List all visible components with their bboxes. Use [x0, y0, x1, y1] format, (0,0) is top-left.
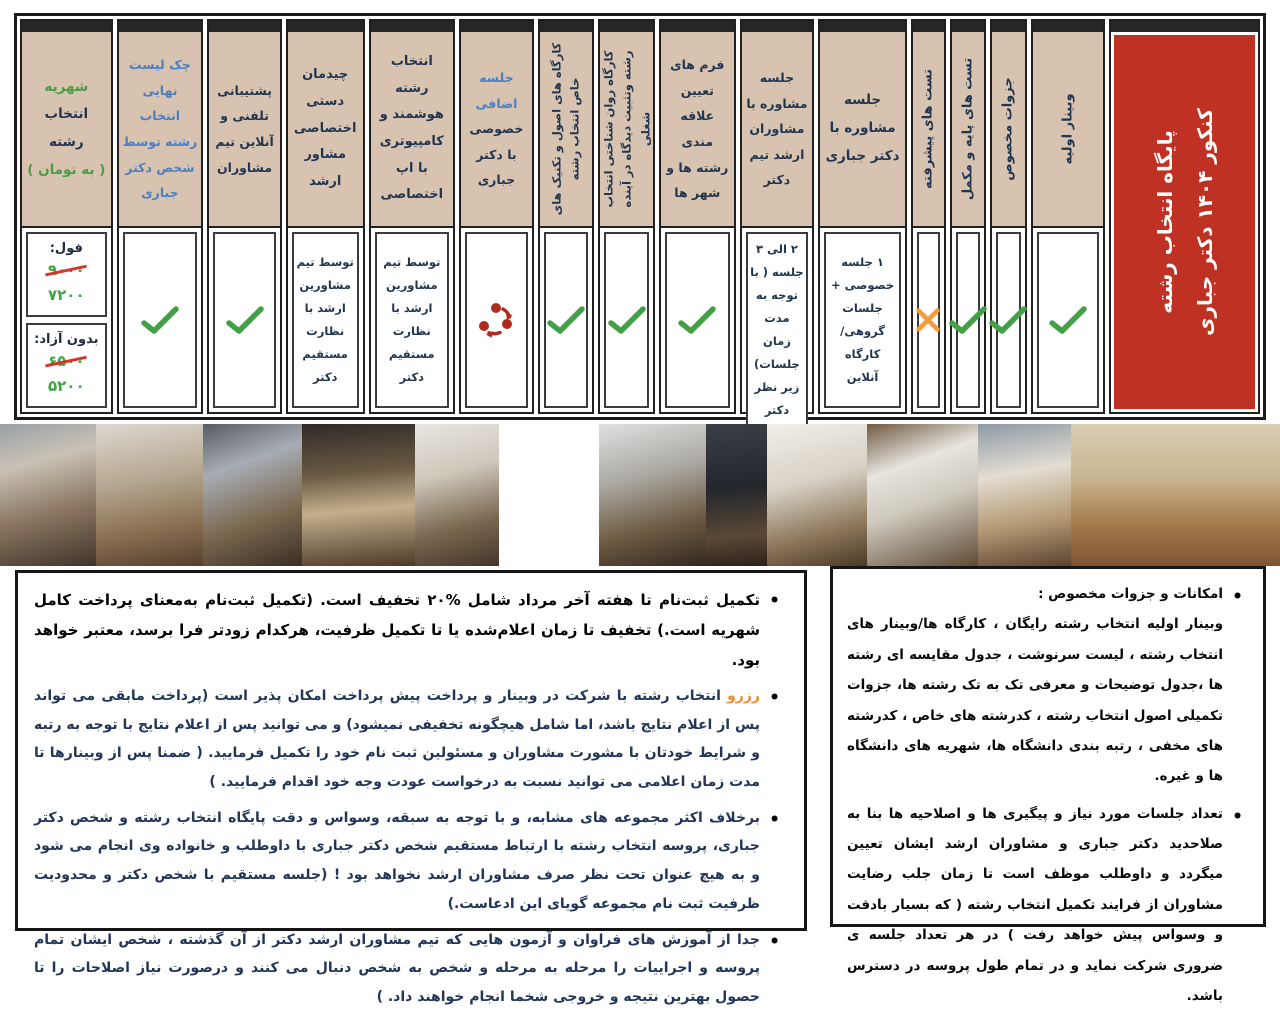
column-final-checklist — [117, 19, 204, 414]
reserve-highlight: رزرو — [727, 688, 760, 704]
column-advanced-tests — [911, 19, 946, 414]
column-header-label: چک لیست نهایی انتخاب رشته توسط شخص دکتر جباری — [122, 57, 198, 201]
page-title — [1145, 37, 1225, 407]
consultation-photo — [867, 424, 978, 566]
check-icon — [1048, 304, 1088, 336]
column-senior-advisor-session — [740, 19, 815, 417]
column-value — [22, 228, 111, 412]
column-header-label: کارگاه روان شناختی انتخاب رشته وتثبیت دیدگاه در آینده شغلی — [601, 50, 652, 208]
brand-banner — [1114, 35, 1255, 409]
value-cell — [665, 232, 730, 408]
value-cell — [375, 232, 450, 408]
value-text: توسط تیم مشاورین ارشد با نظارت مستقیم دکتر — [296, 255, 354, 384]
consultation-photo — [0, 424, 96, 566]
value-text: ۱ جلسه خصوصی + جلسات گروهی/ کارگاه آنلاین — [830, 255, 895, 384]
column-value — [288, 228, 363, 412]
consultation-photo — [978, 424, 1072, 566]
value-cell — [213, 232, 276, 408]
check-icon — [140, 304, 180, 336]
x-icon — [913, 305, 943, 335]
value-cell — [292, 232, 359, 408]
value-cell — [746, 232, 809, 428]
column-header — [820, 32, 905, 228]
features-bullet-sessions — [847, 799, 1245, 1012]
feature-table — [14, 13, 1266, 420]
column-header-label: جلسه مشاوره با دکتر جباری — [825, 92, 900, 164]
column-cap — [1111, 21, 1258, 32]
check-icon — [225, 304, 265, 336]
column-header-label: جلسه مشاوره با مشاوران ارشد تیم دکتر — [746, 69, 808, 188]
value-cell — [1037, 232, 1100, 408]
column-header-label: کارگاه های اصول و تکنیک های خاص انتخاب رشته — [549, 42, 583, 216]
tuition-header-word1: شهریه — [44, 78, 89, 95]
column-value — [209, 228, 280, 412]
column-support — [207, 19, 282, 414]
check-icon — [948, 304, 988, 336]
column-header — [913, 32, 944, 228]
value-text: ۲ الی ۳ جلسه ( با توجه به مدت زمان جلسات) زیر نظر دکتر — [750, 242, 804, 417]
column-cap — [209, 21, 280, 32]
terms-bullet-direct-contact — [34, 804, 782, 919]
column-value — [820, 228, 905, 412]
column-manual-arrangement — [286, 19, 365, 414]
terms-text: برخلاف اکثر مجموعه های مشابه، و با توجه به سبقه، وسواس و دقت پایگاه انتخاب رشته و شخص دکتر جباری، پروسه انتخاب رشته با ارتباط مستقیم شخص دکتر جباری با داوطلب و خانواده وی انجام می شود و به هیچ عنوان تحت نظر صرف مشاوران ارشد نخواهد بود ! (جلسه مستقیم با شخص دکتر و محدودیت ظرفیت ثبت نام مجموعه گویای این ادعاست.) — [34, 809, 760, 912]
terms-text: تکمیل ثبت‌نام تا هفته آخر مرداد شامل %۲۰ تخفیف است. (تکمیل ثبت‌نام به‌معنای پرداخت کامل شهریه است.) تخفیف تا زمان اعلام‌شده یا تا تکمیل ظرفیت، هرکدام زودتر فرا برسد، معتبر خواهد بود. — [34, 591, 760, 669]
column-value — [600, 228, 653, 412]
column-header-label: تست های پیشرفته — [920, 69, 936, 189]
column-value — [371, 228, 454, 412]
column-cap — [288, 21, 363, 32]
column-value — [913, 228, 944, 412]
column-header-label: جزوات مخصوص — [1000, 77, 1016, 181]
features-text: وبینار اولیه انتخاب رشته رایگان ، کارگاه ها/وبینار های انتخاب رشته ، لیست سرنوشت ، جدول مقایسه ای رشته ها ،جدول توضیحات و معرفی تک به تک رشته ها، جزوات تکمیلی اصول انتخاب رشته ، کدرشته های خاص ، کدرشته های مخفی ، رتبه بندی دانشگاه ها، شهریه های دانشگاه ها و غیره. — [847, 616, 1223, 785]
column-header-label — [22, 32, 111, 226]
column-interest-forms — [659, 19, 736, 414]
terms-bullet-follow-up — [34, 926, 782, 1012]
column-header — [461, 32, 532, 228]
column-header — [992, 32, 1025, 228]
column-value — [461, 228, 532, 412]
column-cap — [820, 21, 905, 32]
column-header — [1033, 32, 1104, 228]
column-value — [952, 228, 985, 412]
value-cell — [917, 232, 940, 408]
cycle-icon — [474, 298, 518, 342]
fee-new-price: ۵۲۰۰ — [48, 377, 85, 395]
consultation-photo — [499, 424, 598, 566]
features-text: تعداد جلسات مورد نیاز و پیگیری ها و اصلاحیه ها بنا به صلاحدید دکتر جباری و مشاوران ارشد ایشان تعیین میگردد و داوطلب موظف است تا زمان جلب رضایت مشاوران از فرایند تکمیل انتخاب رشته ( که بسیار بادقت و وسواس پیش خواهد رفت ) در هر تعداد جلسه ی ضروری شرکت نماید و در تمام طول پروسه در دسترس باشد. — [847, 805, 1223, 1004]
column-header — [540, 32, 593, 228]
column-value — [119, 228, 202, 412]
tuition-header-word2: انتخاب رشته — [44, 106, 89, 150]
value-cell — [824, 232, 901, 408]
fee-cell-full — [26, 232, 107, 317]
fee-new-price: ۷۲۰۰ — [48, 286, 85, 304]
terms-text: انتخاب رشته با شرکت در وبینار و پرداخت پیش پرداخت امکان پذیر است (پرداخت مابقی می تواند پس از اعلام نتایج باشد، اما شامل هیچگونه تخفیفی نمیشود) و می توانید پس از اعلام نتایج با توجه به رتبه و شرایط خودتان با مشورت مشاوران و مسئولین ثبت نام خود را تکمیل فرمایید. ( ضمنا پس از وبینارها تا مدت زمان اعلامی می توانید نسبت به درخواست عودت وجه خود اقدام فرمایید. ) — [34, 688, 760, 791]
fee-old-price: ۹۰۰۰ — [48, 258, 85, 284]
consultation-photo — [599, 424, 706, 566]
check-icon — [677, 304, 717, 336]
value-cell — [996, 232, 1021, 408]
column-cap — [913, 21, 944, 32]
fee-old-price: ۶۵۰۰ — [48, 349, 85, 375]
column-value — [540, 228, 593, 412]
column-header — [661, 32, 734, 228]
column-header-accent: جلسه اضافی — [475, 69, 518, 111]
consultation-photo — [96, 424, 203, 566]
column-initial-webinar — [1031, 19, 1106, 414]
column-tuition — [20, 19, 113, 414]
column-header — [209, 32, 280, 228]
consultation-photo — [706, 424, 767, 566]
column-header-label: انتخاب رشته هوشمند و کامپیوتری با اپ اختصاصی — [379, 54, 444, 203]
column-header — [119, 32, 202, 228]
consultation-photo — [302, 424, 415, 566]
terms-box — [15, 570, 807, 1005]
column-special-booklets — [990, 19, 1027, 414]
column-value — [742, 228, 813, 432]
check-icon — [607, 304, 647, 336]
photo-strip — [0, 424, 1280, 566]
column-cap — [742, 21, 813, 32]
value-cell — [544, 232, 589, 408]
features-bullet-materials — [847, 579, 1245, 792]
column-cap — [461, 21, 532, 32]
column-header-rest: خصوصی با دکتر جباری — [469, 121, 524, 188]
column-header-label: پشتیبانی تلفنی و آنلاین تیم مشاوران — [215, 82, 274, 175]
column-cap — [1033, 21, 1104, 32]
column-smart-app-selection — [369, 19, 456, 414]
column-cap — [661, 21, 734, 32]
fee-plan-label: فول: — [49, 240, 83, 256]
column-header — [288, 32, 363, 228]
value-cell — [465, 232, 528, 408]
column-header — [22, 32, 111, 228]
column-header — [742, 32, 813, 228]
column-value — [992, 228, 1025, 412]
column-cap — [600, 21, 653, 32]
column-value — [1033, 228, 1104, 412]
value-cell — [123, 232, 198, 408]
seminar-audience-photo — [1071, 424, 1280, 566]
consultation-photo — [767, 424, 866, 566]
column-doctor-session — [818, 19, 907, 414]
terms-bullet-discount — [34, 585, 782, 675]
column-header-label: فرم های تعیین علاقه مندی رشته ها و شهر ها — [666, 57, 729, 201]
page-title-line1: پایگاه انتخاب رشته — [1152, 130, 1177, 314]
column-header-label: چیدمان دستی اختصاصی مشاور ارشد — [293, 67, 357, 189]
column-header — [600, 32, 653, 228]
column-principles-workshop — [538, 19, 595, 414]
column-basic-tests — [950, 19, 987, 414]
fee-cell-no-azad — [26, 323, 107, 408]
value-cell — [604, 232, 649, 408]
column-header-label — [461, 32, 532, 226]
consultation-photo — [415, 424, 499, 566]
column-cap — [540, 21, 593, 32]
column-cap — [22, 21, 111, 32]
value-cell — [956, 232, 981, 408]
column-cap — [371, 21, 454, 32]
value-text: توسط تیم مشاورین ارشد با نظارت مستقیم دکتر — [383, 255, 441, 384]
consultation-photo — [203, 424, 302, 566]
column-cap — [119, 21, 202, 32]
terms-bullet-reserve — [34, 682, 782, 797]
column-header-label: وبینار اولیه — [1060, 93, 1076, 165]
features-box — [830, 566, 1266, 1004]
page-title-line2: کنکور ۱۴۰۴ دکتر جباری — [1192, 108, 1217, 336]
features-title: • امکانات و جزوات مخصوص : — [1038, 586, 1223, 602]
tuition-header-unit: ( به تومان ) — [27, 161, 106, 178]
column-extra-session — [459, 19, 534, 414]
title-column — [1109, 19, 1260, 414]
check-icon — [546, 304, 586, 336]
column-value — [661, 228, 734, 412]
fee-plan-label: بدون آزاد: — [34, 331, 99, 347]
column-cap — [992, 21, 1025, 32]
column-cap — [952, 21, 985, 32]
check-icon — [988, 304, 1028, 336]
column-header — [952, 32, 985, 228]
terms-text: جدا از آموزش های فراوان و آزمون هایی که تیم مشاوران ارشد دکتر از آن گذشته ، شخص ایشان تمام پروسه و اجراییات را مرحله به مرحله و شخص به شخص دنبال می کنند و درصورت نیاز اصلاحات را تا حصول بهترین نتیجه و خروجی شخما انجام خواهند داد. ) — [34, 931, 760, 1005]
column-header-label: تست های پایه و مکمل — [960, 57, 976, 201]
column-psych-workshop — [598, 19, 655, 414]
column-header — [371, 32, 454, 228]
